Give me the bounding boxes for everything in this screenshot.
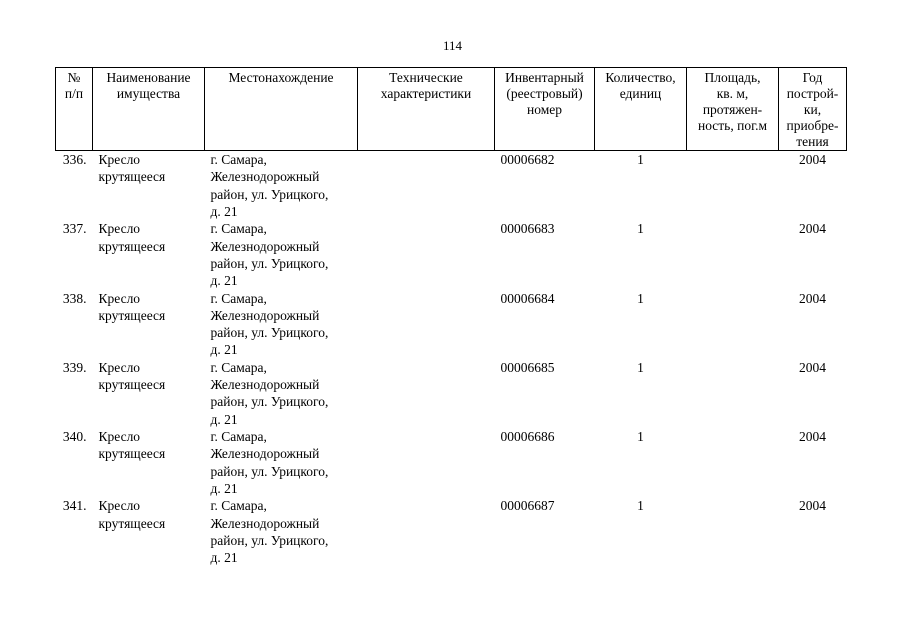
row-area [687,290,779,359]
row-name: Кресло крутящееся [98,498,166,531]
header-area: Площадь, кв. м, протяжен- ность, пог.м [687,68,779,151]
row-location: г. Самара, Железнодорожный район, ул. Урицкого, д. 21 [210,221,329,289]
row-location: г. Самара, Железнодорожный район, ул. Урицкого, д. 21 [210,290,329,358]
row-technical [358,359,495,428]
property-registry-table [55,67,847,567]
header-quantity: Количество, единиц [595,68,687,151]
row-inventory: 00006687 [500,498,555,514]
page-number: 114 [442,38,463,53]
row-technical [358,428,495,497]
row-name: Кресло крутящееся [98,429,166,462]
row-quantity: 1 [637,152,644,167]
row-quantity: 1 [637,498,644,514]
row-year: 2004 [799,221,826,237]
row-location: г. Самара, Железнодорожный район, ул. Урицкого, д. 21 [210,359,329,427]
row-technical [358,290,495,359]
row-area [687,151,779,221]
row-technical [358,497,495,566]
table-row [56,497,847,566]
header-row [56,68,847,151]
row-location: г. Самара, Железнодорожный район, ул. Урицкого, д. 21 [210,498,329,566]
header-technical: Технические характеристики [358,68,495,151]
table-row [56,151,847,221]
table-header [56,68,847,151]
row-name: Кресло крутящееся [98,221,166,254]
row-number: 341. [62,498,87,514]
row-location: г. Самара, Железнодорожный район, ул. Урицкого, д. 21 [210,429,329,497]
table-body [56,151,847,567]
row-area [687,359,779,428]
row-inventory: 00006682 [500,152,555,167]
row-number: 340. [62,429,87,445]
header-name: Наименование имущества [93,68,205,151]
row-name: Кресло крутящееся [98,290,166,323]
table-row [56,290,847,359]
row-quantity: 1 [637,359,644,375]
row-inventory: 00006684 [500,290,555,306]
row-number: 338. [62,290,87,306]
row-location: г. Самара, Железнодорожный район, ул. Урицкого, д. 21 [210,152,329,219]
header-inventory: Инвентарный (реестровый) номер [495,68,595,151]
row-inventory: 00006686 [500,429,555,445]
row-inventory: 00006683 [500,221,555,237]
header-location: Местонахождение [205,68,358,151]
row-year: 2004 [799,498,826,514]
row-year: 2004 [799,359,826,375]
row-name: Кресло крутящееся [98,152,166,185]
header-year: Год построй- ки, приобре- тения [779,68,847,151]
row-area [687,497,779,566]
row-name: Кресло крутящееся [98,359,166,393]
row-year: 2004 [799,152,826,167]
row-quantity: 1 [637,221,644,237]
row-year: 2004 [799,429,826,445]
row-area [687,220,779,289]
row-quantity: 1 [637,429,644,445]
header-number: № п/п [56,68,93,151]
row-technical [358,151,495,221]
table-row [56,428,847,497]
row-year: 2004 [799,290,826,306]
table-row [56,220,847,289]
table-row [56,359,847,428]
row-number: 336. [62,152,87,167]
row-number: 337. [62,221,87,237]
row-technical [358,220,495,289]
row-number: 339. [62,359,87,375]
row-quantity: 1 [637,290,644,306]
row-area [687,428,779,497]
row-inventory: 00006685 [500,359,555,375]
